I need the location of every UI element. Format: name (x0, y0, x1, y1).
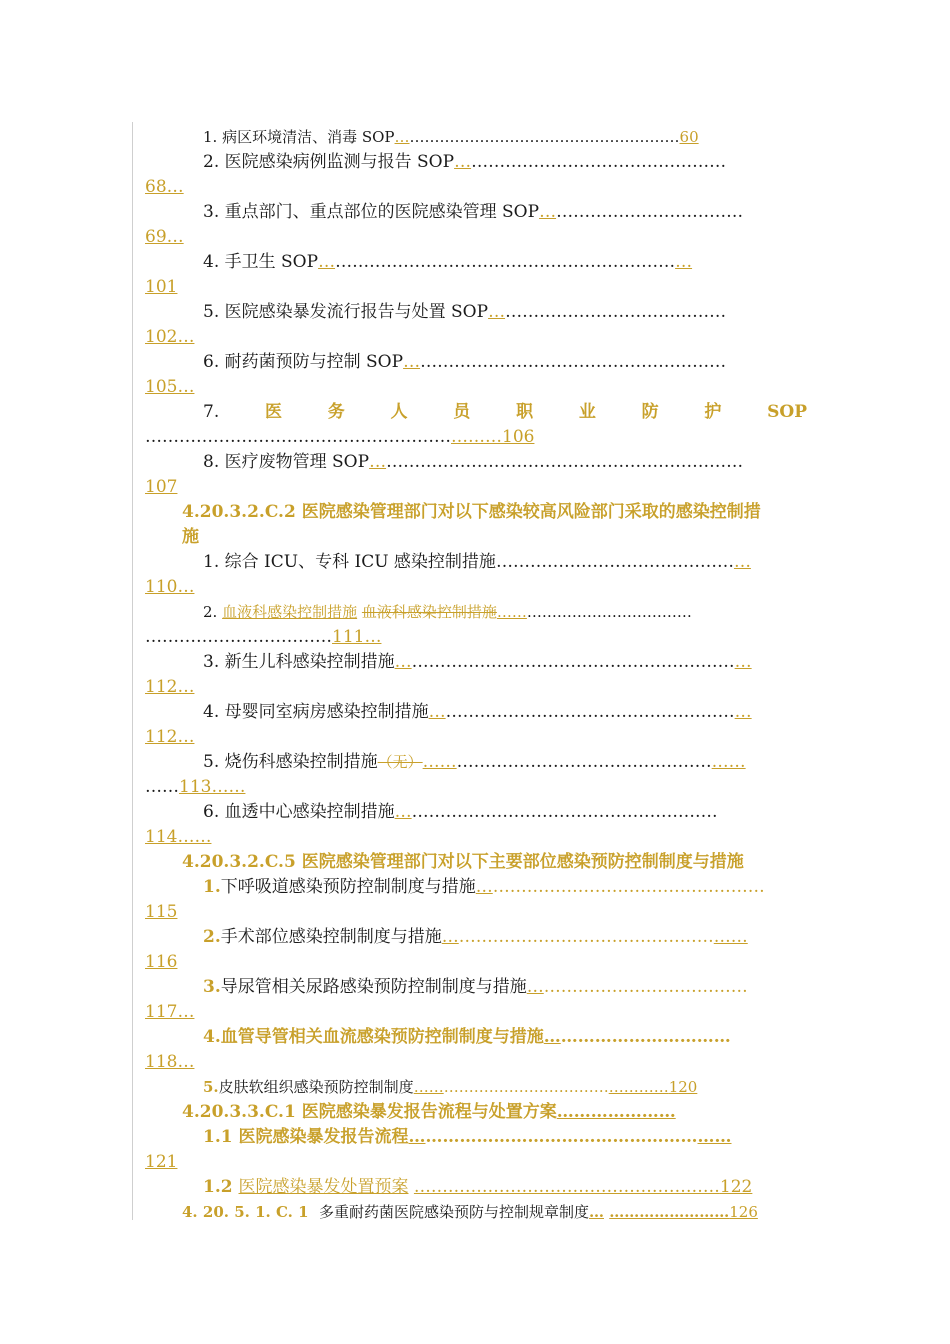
entry-title: 导尿管相关尿路感染预防控制制度与措施 (220, 977, 527, 997)
dot-leader: …………………………… (145, 627, 332, 647)
toc-entry-wrap[interactable] (145, 325, 807, 350)
entry-number: 5. (203, 1078, 219, 1096)
toc-entry-wrap[interactable] (145, 175, 807, 200)
entry-title: 手卫生 SOP (224, 252, 319, 272)
entry-mark: ………… (608, 1078, 669, 1096)
entry-title: 多重耐药菌医院感染预防与控制规章制度 (318, 1203, 589, 1221)
entry-mark: … (394, 128, 410, 146)
entry-mark: … (394, 652, 412, 672)
dot-leader: ………………………………………… (492, 877, 765, 897)
toc-entry-wrap[interactable] (145, 725, 807, 750)
entry-mark: … (369, 452, 387, 472)
dot-leader: ………………………………………………… (411, 652, 735, 672)
entry-title-char: 防 (641, 402, 659, 422)
entry-number: 5. (203, 752, 225, 772)
entry-title-char: 务 (327, 402, 345, 422)
toc-entry[interactable] (145, 700, 807, 725)
entry-number: 5. (203, 302, 225, 322)
dot-leader: …………………………… (443, 1078, 609, 1096)
left-margin-rule (132, 122, 133, 1220)
entry-mark: …… (496, 603, 527, 621)
entry-title: 医院感染暴发报告流程 (238, 1127, 409, 1147)
entry-title: 手术部位感染控制制度与措施 (220, 927, 442, 947)
dot-leader: …………………………………………………… (335, 252, 676, 272)
entry-mark: … (543, 1027, 561, 1047)
toc-entry[interactable] (145, 550, 807, 575)
toc-entry[interactable] (145, 300, 807, 325)
toc-entry[interactable] (145, 450, 807, 475)
page-link[interactable]: 60 (679, 128, 699, 146)
toc-entry[interactable] (145, 125, 807, 150)
entry-mark: ……… (451, 427, 502, 447)
entry-title: 医院感染暴发流行报告与处置 SOP (224, 302, 489, 322)
entry-title-char: 员 (453, 402, 471, 422)
dot-leader: …………………………… (526, 603, 692, 621)
toc-entry[interactable] (145, 1075, 807, 1100)
toc-entry-wrap[interactable] (145, 275, 807, 300)
toc-entry[interactable] (145, 750, 807, 775)
dot-leader: ……………………………………………………… (386, 452, 744, 472)
toc-entry[interactable] (145, 650, 807, 675)
entry-mark: … (675, 252, 693, 272)
toc-entry[interactable] (145, 200, 807, 225)
entry-mark: … (733, 552, 751, 572)
entry-number: 8. (203, 452, 225, 472)
entry-number: 3. (203, 202, 225, 222)
page-link[interactable]: 105… (145, 377, 195, 397)
dot-leader: ………………………………… (505, 302, 727, 322)
toc-entry-wrap[interactable] (145, 625, 807, 650)
toc-entry[interactable] (145, 1025, 807, 1050)
entry-mark: …… (413, 1078, 444, 1096)
dot-leader: …………………………………………… (445, 702, 735, 722)
page-link[interactable]: 122 (719, 1177, 753, 1197)
entry-title-char: 职 (516, 402, 534, 422)
entry-mark: … (526, 977, 544, 997)
section-heading-text: 施 (182, 527, 199, 547)
toc-entry[interactable] (145, 1175, 807, 1200)
page-link[interactable]: 115 (145, 902, 178, 922)
entry-title-char: 人 (390, 402, 408, 422)
page-link[interactable]: 118… (145, 1052, 195, 1072)
section-heading-text: 4.20.3.2.C.5 医院感染管理部门对以下主要部位感染预防控制制度与措施 (182, 852, 744, 872)
toc-entry[interactable] (145, 1200, 807, 1225)
dot-leader: ……………………………………………… (420, 352, 727, 372)
entry-title: 医疗废物管理 SOP (224, 452, 370, 472)
toc-entry[interactable] (145, 925, 807, 950)
toc-entry-wrap[interactable] (145, 825, 807, 850)
dot-leader: …………………………… (556, 202, 744, 222)
page-link[interactable]: 106 (502, 427, 535, 447)
entry-title: 母婴同室病房感染控制措施 (224, 702, 429, 722)
dot-leader: ……………………………………………… (145, 427, 451, 447)
entry-title: 烧伤科感染控制措施 (224, 752, 378, 772)
deleted-text: （无） (377, 753, 423, 771)
page-link[interactable]: 110… (145, 577, 195, 597)
section-heading-text: 4. 20. 5. 1. C. 1 (182, 1203, 309, 1221)
section-heading[interactable] (145, 500, 807, 525)
entry-mark: … (589, 1203, 604, 1221)
entry-title-char: 医 (265, 402, 282, 422)
dot-leader: ……………………………………………… (413, 1177, 720, 1197)
entry-title[interactable]: 血液科感染控制措施 (222, 603, 358, 621)
toc-entry[interactable] (145, 400, 807, 425)
entry-mark: … (454, 152, 472, 172)
page-link[interactable]: 68… (145, 177, 184, 197)
entry-number: 6. (203, 352, 225, 372)
toc-entry-wrap[interactable] (145, 775, 807, 800)
entry-title: 皮肤软组织感染预防控制制度 (218, 1078, 414, 1096)
toc-entry[interactable] (145, 1125, 807, 1150)
entry-mark: …… (711, 752, 746, 772)
dot-leader: ……………………………………… (458, 927, 714, 947)
dot-leader: ……………………………… (543, 977, 748, 997)
toc-entry[interactable] (145, 250, 807, 275)
dot-leader: …………………………………… (495, 552, 734, 572)
section-heading-text: 4.20.3.3.C.1 医院感染暴发报告流程与处置方案 (182, 1102, 557, 1122)
entry-title-char: 业 (578, 402, 596, 422)
entry-number: 1. (203, 552, 225, 572)
section-heading-wrap (145, 525, 807, 550)
entry-mark: … (441, 927, 459, 947)
toc-entry[interactable] (145, 975, 807, 1000)
page-link[interactable]: 116 (145, 952, 178, 972)
entry-number: 2. (203, 152, 225, 172)
entry-number: 1. (203, 128, 223, 146)
dot-leader: ………………………… (560, 1027, 731, 1047)
entry-mark: … (475, 877, 493, 897)
entry-title-char: SOP (767, 402, 807, 422)
page-link[interactable]: 114…… (145, 827, 212, 847)
entry-number: 7. (203, 402, 220, 422)
entry-number: 1. (203, 877, 221, 897)
page-link[interactable]: 120 (668, 1078, 698, 1096)
toc-entry-wrap[interactable] (145, 900, 807, 925)
page-link[interactable]: 107 (145, 477, 178, 497)
entry-number: 1.1 (203, 1127, 239, 1147)
entry-mark: … (408, 1127, 426, 1147)
page-link[interactable]: 111… (332, 627, 382, 647)
entry-mark: … (394, 802, 412, 822)
section-heading[interactable] (145, 850, 807, 875)
dot-leader: ………… (609, 1203, 670, 1221)
entry-title: 耐药菌预防与控制 SOP (224, 352, 404, 372)
toc-entry-wrap[interactable] (145, 1000, 807, 1025)
toc-entry[interactable] (145, 800, 807, 825)
entry-mark: …… (713, 927, 748, 947)
entry-number: 3. (203, 652, 225, 672)
entry-mark: … (734, 702, 752, 722)
entry-mark: …… (422, 752, 457, 772)
page-link[interactable]: 102… (145, 327, 195, 347)
entry-title: 综合 ICU、专科 ICU 感染控制措施 (224, 552, 496, 572)
dot-leader: ………………… (556, 1102, 676, 1122)
entry-mark: … (403, 352, 421, 372)
entry-number: 1.2 (203, 1177, 239, 1197)
page-link[interactable]: 101 (145, 277, 178, 297)
entry-number: 3. (203, 977, 221, 997)
page-link[interactable]: 117… (145, 1002, 195, 1022)
toc-entry-wrap[interactable] (145, 675, 807, 700)
entry-number: 4. (203, 252, 225, 272)
page-link[interactable]: 126 (729, 1203, 758, 1221)
entry-title: 血透中心感染控制措施 (224, 802, 395, 822)
page-link[interactable]: 112… (145, 727, 195, 747)
entry-title: 重点部门、重点部位的医院感染管理 SOP (224, 202, 540, 222)
toc-entry-wrap[interactable] (145, 950, 807, 975)
toc-entry-wrap[interactable] (145, 1050, 807, 1075)
toc-entry-wrap[interactable] (145, 575, 807, 600)
dot-leader: ………………………………………… (425, 1127, 698, 1147)
dot-leader: ……………………………………………… (411, 802, 718, 822)
entry-number: 2. (203, 603, 223, 621)
entry-mark: …… (697, 1127, 732, 1147)
entry-title: 医院感染病例监测与报告 SOP (224, 152, 455, 172)
toc-entry[interactable] (145, 600, 807, 625)
entry-title: 下呼吸道感染预防控制制度与措施 (220, 877, 476, 897)
entry-title: 血管导管相关血流感染预防控制制度与措施 (220, 1027, 544, 1047)
entry-mark: … (318, 252, 336, 272)
toc-entry-wrap[interactable] (145, 1150, 807, 1175)
page-link[interactable]: 113…… (179, 777, 246, 797)
entry-title: 新生儿科感染控制措施 (224, 652, 395, 672)
toc-entry[interactable] (145, 875, 807, 900)
entry-mark: … (428, 702, 446, 722)
toc-entry[interactable] (145, 350, 807, 375)
entry-number: 4. (203, 702, 225, 722)
toc-entry-wrap[interactable] (145, 225, 807, 250)
table-of-contents (145, 125, 807, 1225)
dot-leader: …… (145, 777, 179, 797)
entry-number: 6. (203, 802, 225, 822)
dot-leader: ……………………………………… (471, 152, 727, 172)
page-link[interactable]: 112… (145, 677, 195, 697)
entry-mark: … (488, 302, 506, 322)
page-link[interactable]: 69… (145, 227, 184, 247)
entry-mark: ………… (669, 1203, 730, 1221)
entry-number: 2. (203, 927, 221, 947)
toc-entry-wrap[interactable] (145, 475, 807, 500)
entry-number: 4. (203, 1027, 221, 1047)
toc-entry[interactable] (145, 150, 807, 175)
section-heading-text: 4.20.3.2.C.2 医院感染管理部门对以下感染较高风险部门采取的感染控制措 (182, 502, 761, 522)
toc-entry-wrap[interactable] (145, 375, 807, 400)
toc-entry-wrap[interactable] (145, 425, 807, 450)
entry-title[interactable]: 医院感染暴发处置预案 (238, 1177, 409, 1197)
entry-title-char: 护 (704, 402, 722, 422)
deleted-text: 血液科感染控制措施 (361, 603, 497, 621)
entry-mark: … (734, 652, 752, 672)
page-link[interactable]: 121 (145, 1152, 178, 1172)
entry-mark: … (539, 202, 557, 222)
dot-leader: ……………………………………… (456, 752, 712, 772)
dot-leader: ……………………………………………… (409, 128, 680, 146)
entry-title: 病区环境清洁、消毒 SOP (222, 128, 395, 146)
section-heading[interactable] (145, 1100, 807, 1125)
